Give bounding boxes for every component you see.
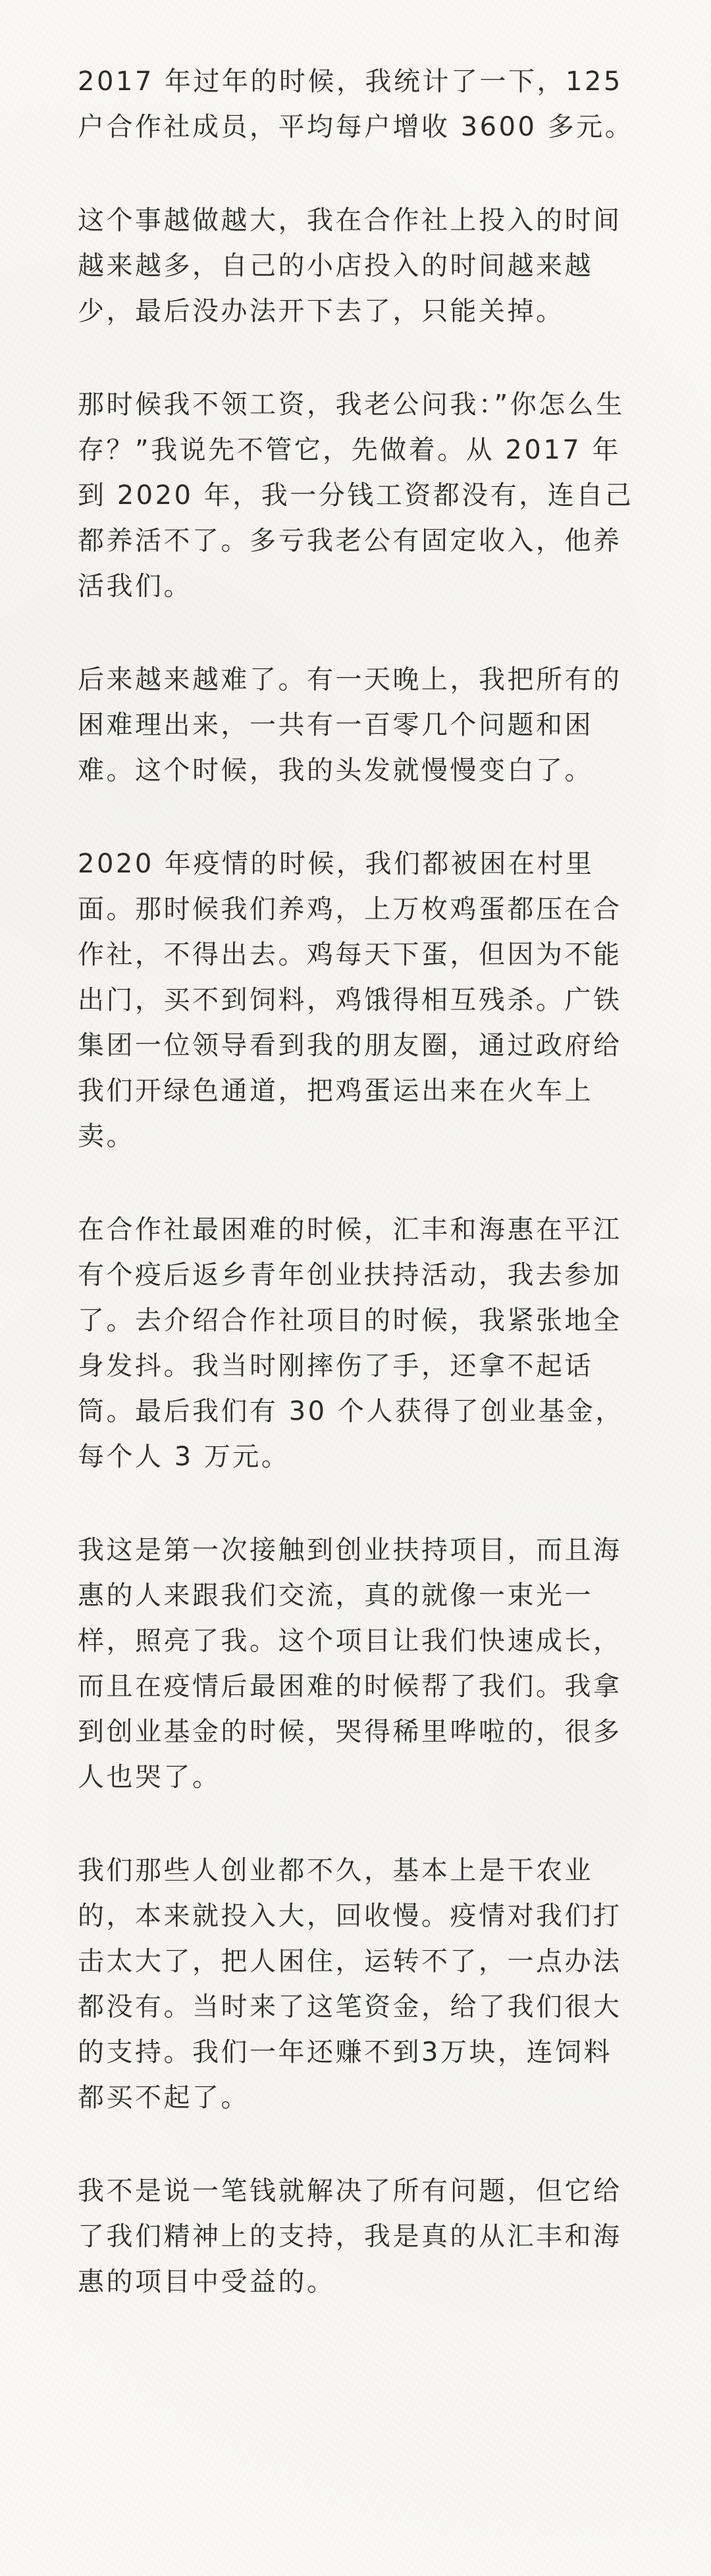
paragraph-3: 那时候我不领工资，我老公问我：”你怎么生存？”我说先不管它，先做着。从 2017 年到 2020 年，我一分钱工资都没有，连自己都养活不了。多亏我老公有固定收入，他养活我们。 <box>78 390 634 601</box>
paragraph-5: 2020 年疫情的时候，我们都被困在村里面。那时候我们养鸡，上万枚鸡蛋都压在合作社，不得出去。鸡每天下蛋，但因为不能出门，买不到饲料，鸡饿得相互残杀。广铁集团一位领导看到我的朋友圈，通过政府给我们开绿色通道，把鸡蛋运出来在火车上卖。 <box>78 849 622 1151</box>
paragraph-7: 我这是第一次接触到创业扶持项目，而且海惠的人来跟我们交流，真的就像一束光一样，照亮了我。这个项目让我们快速成长，而且在疫情后最困难的时候帮了我们。我拿到创业基金的时候，哭得稀里哗啦的，很多人也哭了。 <box>78 1535 622 1792</box>
paragraph-4: 后来越来越难了。有一天晚上，我把所有的困难理出来，一共有一百零几个问题和困难。这个时候，我的头发就慢慢变白了。 <box>78 665 622 786</box>
paragraph-9: 我不是说一笔钱就解决了所有问题，但它给了我们精神上的支持，我是真的从汇丰和海惠的项目中受益的。 <box>78 2176 622 2297</box>
paragraph-8: 我们那些人创业都不久，基本上是干农业的，本来就投入大，回收慢。疫情对我们打击太大了，把人困住，运转不了，一点办法都没有。当时来了这笔资金，给了我们很大的支持。我们一年还赚不到3万块，连饲料都买不起了。 <box>78 1856 622 2113</box>
paragraph-2: 这个事越做越大，我在合作社上投入的时间越来越多，自己的小店投入的时间越来越少，最后没办法开下去了，只能关掉。 <box>78 205 622 326</box>
paragraph-1: 2017 年过年的时候，我统计了一下，125 户合作社成员，平均每户增收 3600 多元。 <box>78 66 634 142</box>
paragraph-6: 在合作社最困难的时候，汇丰和海惠在平江有个疫后返乡青年创业扶持活动，我去参加了。去介绍合作社项目的时候，我紧张地全身发抖。我当时刚摔伤了手，还拿不起话筒。最后我们有 30 个人获得了创业基金，每个人 3 万元。 <box>78 1215 624 1472</box>
